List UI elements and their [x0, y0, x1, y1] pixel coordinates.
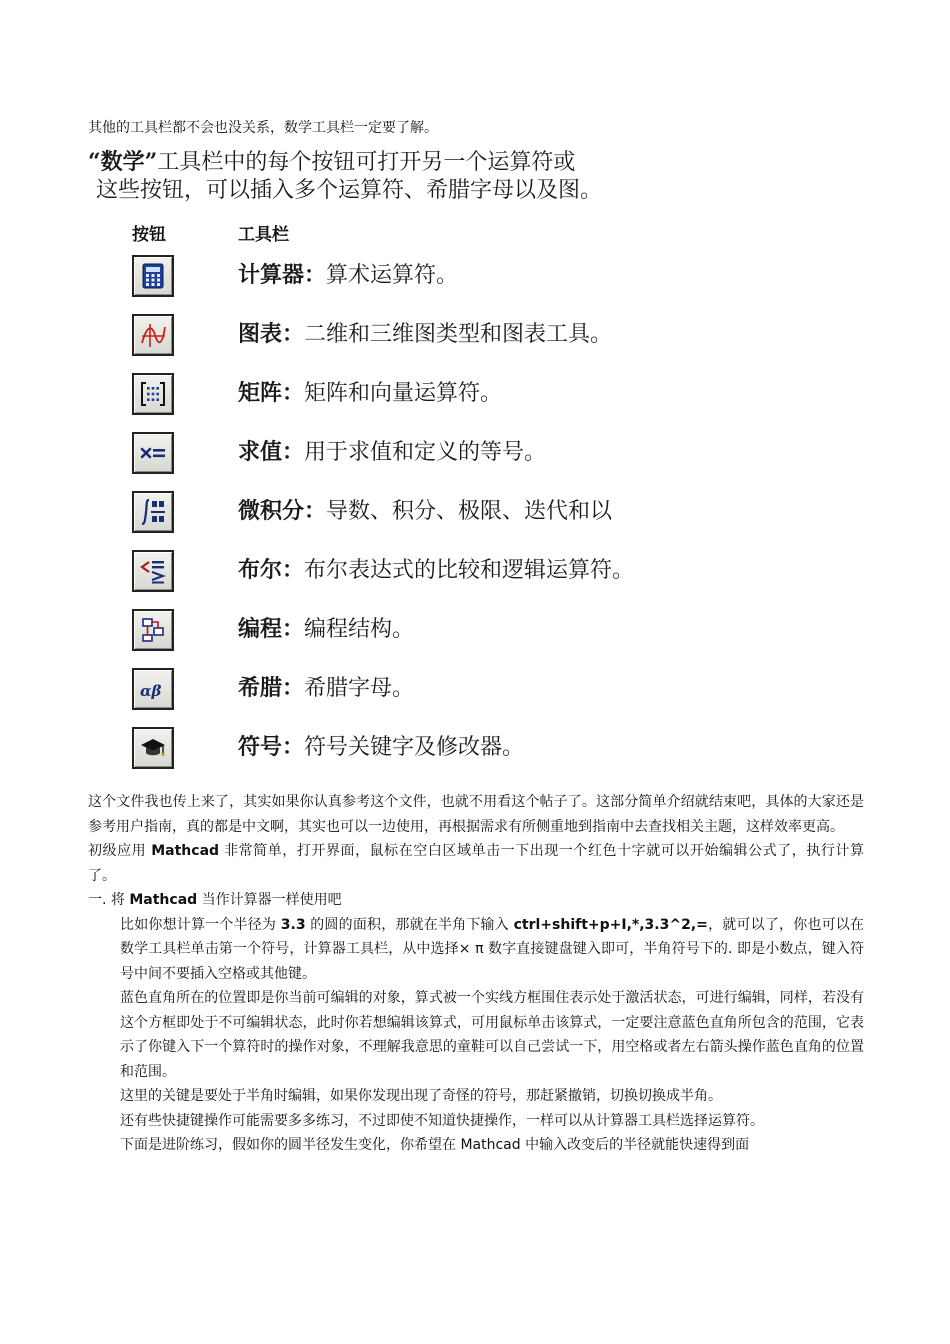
toolbar-row-text [238, 319, 612, 350]
text-run-bold: Mathcad [151, 843, 220, 859]
toolbar-name: 计算器： [238, 262, 327, 288]
calculator-toolbar-button[interactable] [132, 255, 174, 297]
toolbar-row-text [238, 496, 612, 527]
toolbar-description: 希腊字母。 [304, 676, 415, 701]
graph-toolbar-button[interactable] [132, 314, 174, 356]
toolbar-row-text [238, 260, 458, 291]
toolbar-row-calculator [88, 255, 668, 303]
paragraph-half-width: 这里的关键是要处于半角时编辑，如果你发现出现了奇怪的符号，那赶紧撤销，切换切换成半角。 [120, 1088, 722, 1104]
toolbar-row-evaluation [88, 432, 668, 480]
text-run: 初级应用 [88, 843, 152, 859]
toolbar-name: 图表： [238, 321, 305, 347]
calculus-icon [139, 498, 167, 526]
text-run: 一. 将 [88, 892, 130, 908]
text-run: 非常简单，打开界面，鼠标在空白区域单击一下出现一个红色十字就可以开始编辑公式了，执行计算了。 [88, 843, 864, 884]
toolbar-row-text [238, 614, 414, 645]
matrix-toolbar-button[interactable] [132, 373, 174, 415]
toolbar-row-text [238, 555, 634, 586]
toolbar-name: 希腊： [238, 675, 305, 701]
symbolic-icon [139, 734, 167, 762]
evaluation-icon [139, 439, 167, 467]
toolbar-row-text [238, 378, 502, 409]
programming-icon [139, 616, 167, 644]
figure-heading-line-1 [88, 148, 575, 177]
text-run: 的圆的面积，那就在半角下输入 [305, 916, 514, 933]
text-run: ，就可以了，你也可以在数学工具栏单击第一个符号，计算器工具栏，从中选择× π 数字直接键盘键入即可，半角符号下的. 即是小数点，键入符号中间不要插入空格或其他键。 [120, 916, 865, 982]
figure-heading-rest: 工具栏中的每个按钮可打开另一个运算符或 [157, 150, 576, 175]
toolbar-row-boolean [88, 550, 668, 598]
text-run: 当作计算器一样使用吧 [197, 892, 342, 908]
toolbar-row-greek [88, 668, 668, 716]
toolbar-name: 微积分： [238, 498, 327, 524]
math-toolbar-figure [88, 146, 668, 778]
toolbar-description: 矩阵和向量运算符。 [304, 381, 503, 406]
calculator-icon [139, 262, 167, 290]
svg-text:αβ: αβ [140, 682, 162, 700]
toolbar-row-calculus [88, 491, 668, 539]
symbolic-toolbar-button[interactable] [132, 727, 174, 769]
toolbar-row-text [238, 673, 414, 704]
toolbar-description: 用于求值和定义的等号。 [304, 440, 547, 465]
column-header-button: 按钮 [132, 225, 166, 245]
toolbar-description: 导数、积分、极限、迭代和以 [326, 499, 613, 524]
body-text [88, 790, 864, 1158]
paragraph-shortcuts: 还有些快捷键操作可能需要多多练习，不过即使不知道快捷操作，一样可以从计算器工具栏选择运算符。 [120, 1112, 764, 1129]
paragraph-blue-cursor: 蓝色直角所在的位置即是你当前可编辑的对象，算式被一个实线方框围住表示处于激活状态，可进行编辑，同样，若没有这个方框即处于不可编辑状态，此时你若想编辑该算式，可用鼠标单击该算式，一定要注意蓝色直角所包含的范围，它表示了你键入下一个算符时的操作对象，不理解我意思的童鞋可以自己尝试一下，用空格或者左右箭头操作蓝色直角的位置和范围。 [120, 990, 864, 1080]
paragraph-advanced: 下面是进阶练习，假如你的圆半径发生变化，你希望在 Mathcad 中输入改变后的半径就能快速得到面 [120, 1137, 750, 1153]
toolbar-row-programming [88, 609, 668, 657]
toolbar-row-symbolic [88, 727, 668, 775]
boolean-toolbar-button[interactable] [132, 550, 174, 592]
toolbar-description: 布尔表达式的比较和逻辑运算符。 [304, 558, 635, 583]
evaluation-toolbar-button[interactable] [132, 432, 174, 474]
toolbar-description: 编程结构。 [304, 617, 415, 642]
figure-heading-line-2: 这些按钮，可以插入多个运算符、希腊字母以及图。 [96, 178, 603, 203]
figure-heading-quote: “数学” [88, 149, 158, 175]
programming-toolbar-button[interactable] [132, 609, 174, 651]
matrix-icon [139, 380, 167, 408]
intro-text: 其他的工具栏都不会也没关系，数学工具栏一定要了解。 [88, 120, 438, 136]
text-run-bold: Mathcad [129, 892, 198, 908]
boolean-icon [139, 557, 167, 585]
toolbar-name: 编程： [238, 616, 305, 642]
toolbar-description: 算术运算符。 [326, 263, 459, 288]
graph-icon [139, 321, 167, 349]
greek-icon [139, 675, 167, 703]
toolbar-description: 二维和三维图类型和图表工具。 [304, 322, 613, 347]
column-header-toolbar: 工具栏 [238, 225, 289, 245]
text-run-bold: ctrl+shift+p+I,*,3.3^2,= [513, 916, 708, 933]
calculus-toolbar-button[interactable] [132, 491, 174, 533]
paragraph-basic-usage [88, 839, 864, 888]
greek-toolbar-button[interactable] [132, 668, 174, 710]
paragraph-circle-area [88, 913, 864, 987]
toolbar-name: 矩阵： [238, 380, 305, 406]
toolbar-name: 求值： [238, 439, 305, 465]
toolbar-row-text [238, 437, 546, 468]
toolbar-description: 符号关键字及修改器。 [304, 735, 525, 760]
section-heading-calculator [88, 888, 864, 913]
text-run-bold: 3.3 [280, 916, 306, 933]
toolbar-row-matrix [88, 373, 668, 421]
toolbar-name: 布尔： [238, 557, 305, 583]
toolbar-name: 符号： [238, 734, 305, 760]
toolbar-row-graph [88, 314, 668, 362]
text-run: 比如你想计算一个半径为 [120, 916, 281, 933]
paragraph-file-note: 这个文件我也传上来了，其实如果你认真参考这个文件，也就不用看这个帖子了。这部分简单介绍就结束吧，具体的大家还是参考用户指南，真的都是中文啊，其实也可以一边使用，再根据需求有所侧重地到指南中去查找相关主题，这样效率更高。 [88, 794, 864, 835]
toolbar-row-text [238, 732, 524, 763]
